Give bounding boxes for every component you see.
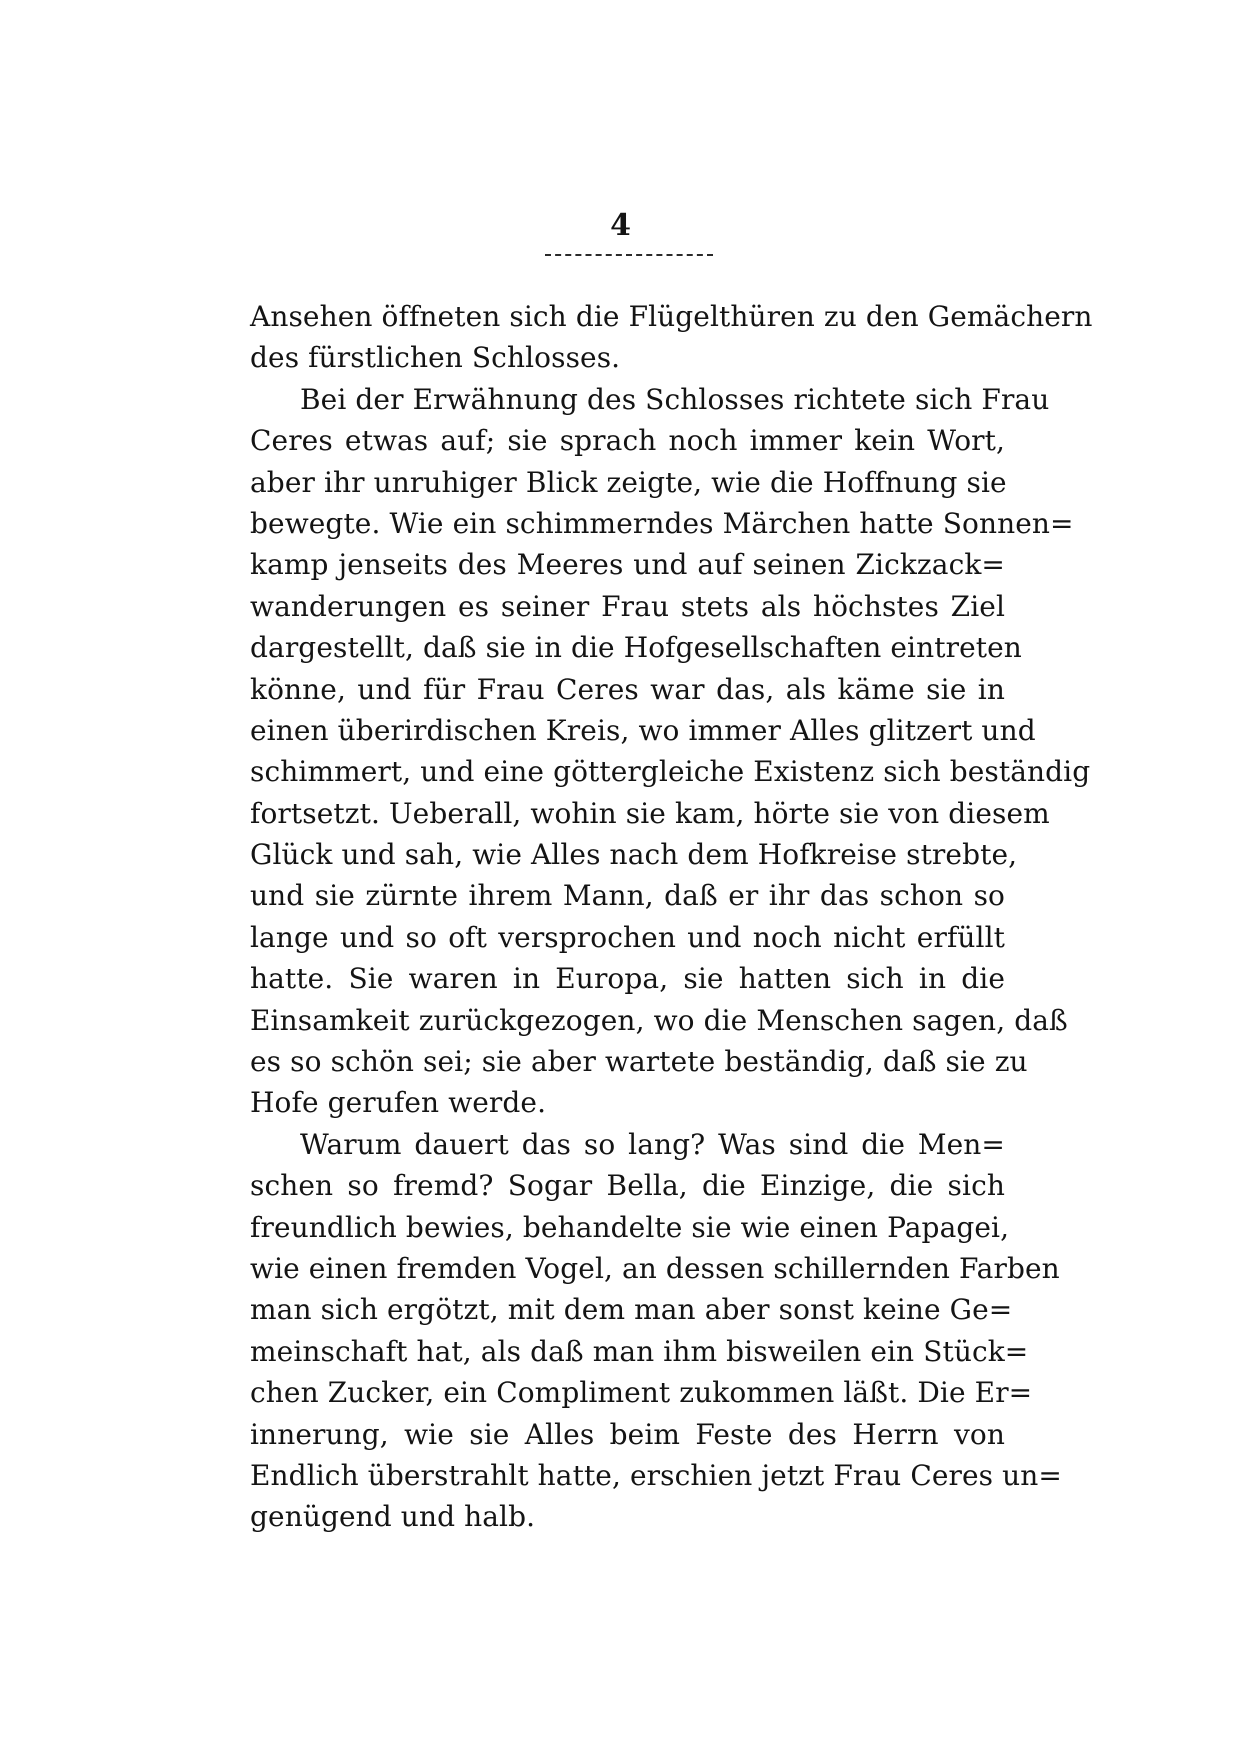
text-line: fortsetzt. Ueberall, wohin sie kam, hörte sie von diesem (250, 796, 1050, 830)
text-line: Hofe gerufen werde. (250, 1086, 547, 1120)
text-line: hatte. Sie waren in Europa, sie hatten sich in die (250, 962, 1005, 996)
header-rule (545, 254, 713, 256)
text-line: man sich ergötzt, mit dem man aber sonst keine Ge= (250, 1293, 1013, 1327)
text-line: Ansehen öffneten sich die Flügelthüren zu den Gemächern (250, 300, 1093, 333)
text-line: Ceres etwas auf; sie sprach noch immer kein Wort, (250, 424, 1005, 458)
text-line: Bei der Erwähnung des Schlosses richtete sich Frau (300, 382, 1050, 416)
text-line: wanderungen es seiner Frau stets als höchstes Ziel (250, 589, 1005, 623)
text-line: dargestellt, daß sie in die Hofgesellschaften eintreten (250, 631, 1022, 665)
text-line: wie einen fremden Vogel, an dessen schillernden Farben (250, 1251, 1060, 1285)
text-line: Glück und sah, wie Alles nach dem Hofkreise strebte, (250, 838, 1018, 872)
text-line: lange und so oft versprochen und noch nicht erfüllt (250, 920, 1005, 954)
text-line: Endlich überstrahlt hatte, erschien jetzt Frau Ceres un= (250, 1458, 1062, 1492)
text-line: genügend und halb. (250, 1500, 536, 1534)
text-line: des fürstlichen Schlosses. (250, 341, 621, 375)
text-line: und sie zürnte ihrem Mann, daß er ihr das schon so (250, 879, 1005, 913)
page-number: 4 (610, 208, 631, 243)
text-line: kamp jenseits des Meeres und auf seinen Zickzack= (250, 548, 1005, 582)
text-line: Einsamkeit zurückgezogen, wo die Menschen sagen, daß (250, 1003, 1068, 1037)
text-line: schen so fremd? Sogar Bella, die Einzige, die sich (250, 1169, 1005, 1203)
text-line: bewegte. Wie ein schimmerndes Märchen hatte Sonnen= (250, 506, 1074, 540)
text-line: Warum dauert das so lang? Was sind die Men= (300, 1127, 1005, 1161)
text-line: könne, und für Frau Ceres war das, als käme sie in (250, 672, 1005, 706)
text-line: schimmert, und eine göttergleiche Existenz sich beständig (250, 755, 1091, 789)
text-line: einen überirdischen Kreis, wo immer Alles glitzert und (250, 713, 1036, 747)
body-text (250, 296, 1093, 1538)
text-line: meinschaft hat, als daß man ihm bisweilen ein Stück= (250, 1334, 1029, 1368)
text-line: chen Zucker, ein Compliment zukommen läßt. Die Er= (250, 1376, 1033, 1410)
text-line: aber ihr unruhiger Blick zeigte, wie die Hoffnung sie (250, 465, 1007, 499)
text-line: freundlich bewies, behandelte sie wie einen Papagei, (250, 1210, 1010, 1244)
text-line: innerung, wie sie Alles beim Feste des Herrn von (250, 1417, 1005, 1451)
text-line: es so schön sei; sie aber wartete beständig, daß sie zu (250, 1045, 1028, 1079)
